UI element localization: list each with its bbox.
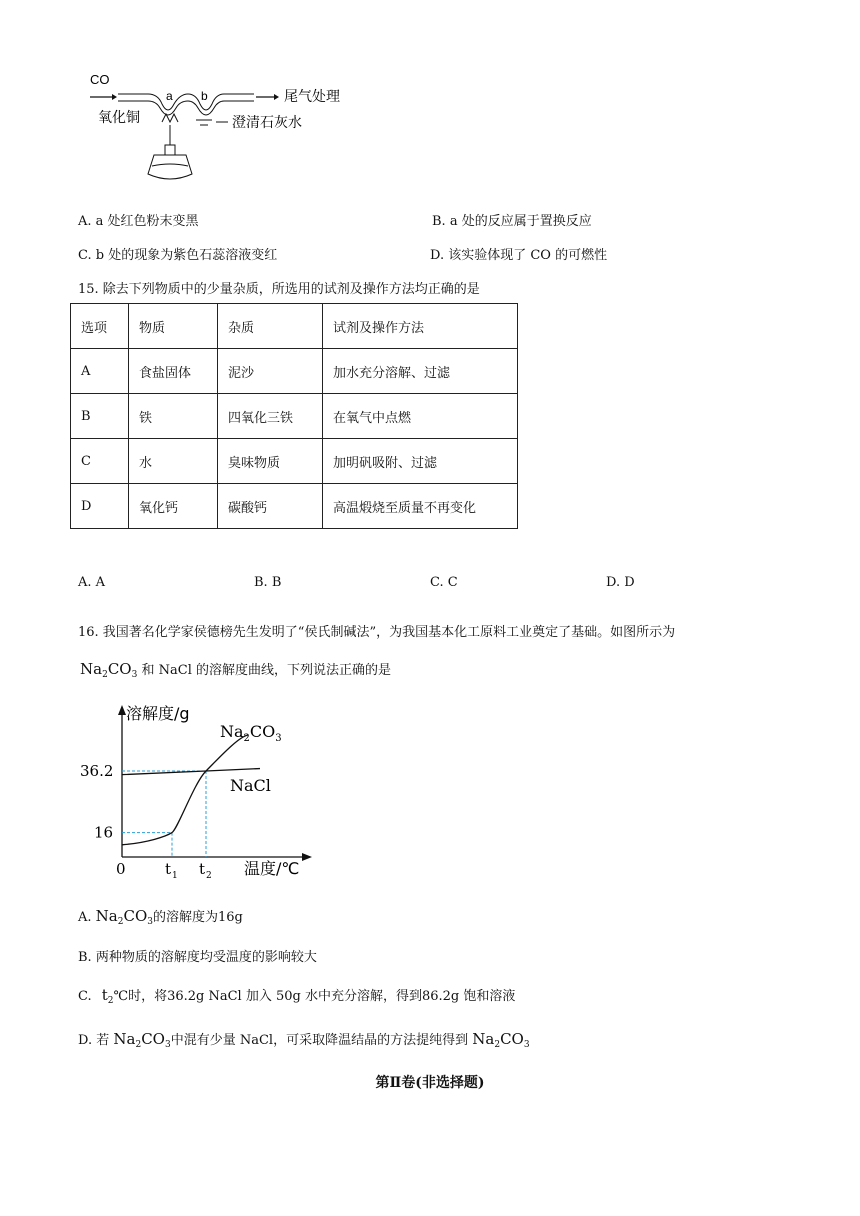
q16-stem-line2 <box>80 659 391 680</box>
q15-option-c[interactable]: C. C <box>430 575 458 590</box>
copper-oxide-label: 氧化铜 <box>98 110 140 126</box>
q16-stem-line1: 16. 我国著名化学家侯德榜先生发明了“侯氏制碱法”，为我国基本化工原料工业奠定了基础。如图所示为 <box>78 625 676 640</box>
table-cell: A <box>71 349 129 394</box>
q15-option-a[interactable]: A. A <box>78 575 106 590</box>
q14-option-c[interactable]: C. b 处的现象为紫色石蕊溶液变红 <box>78 248 278 263</box>
gas-in-label: CO <box>90 72 110 87</box>
option-prefix: C. <box>78 989 92 1004</box>
table-row <box>71 484 518 529</box>
table-header-cell: 物质 <box>129 304 218 349</box>
table-cell: 水 <box>129 439 218 484</box>
x-tick-label: t <box>165 860 172 878</box>
label-a: a <box>166 89 173 103</box>
nacl-series-label: NaCl <box>230 775 271 795</box>
q15-option-d[interactable]: D. D <box>606 575 635 590</box>
table-cell: 氧化钙 <box>129 484 218 529</box>
section-title: 第Ⅱ卷(非选择题) <box>375 1075 485 1091</box>
table-cell: 臭味物质 <box>218 439 323 484</box>
table-cell: 四氧化三铁 <box>218 394 323 439</box>
table-row <box>71 439 518 484</box>
stem-tail: 的溶解度曲线，下列说法正确的是 <box>196 663 392 678</box>
table-cell: 碳酸钙 <box>218 484 323 529</box>
q14-option-b[interactable]: B. a 处的反应属于置换反应 <box>432 214 592 229</box>
table-row <box>71 349 518 394</box>
option-prefix: D. 若 <box>78 1033 110 1048</box>
na2co3-formula: $Na_2CO_3$ <box>80 660 138 680</box>
label-b: b <box>201 89 208 103</box>
table-row <box>71 394 518 439</box>
na2co3-formula: $Na_2CO_3$ <box>113 1030 171 1050</box>
origin-label: 0 <box>116 860 126 878</box>
q14-option-a[interactable]: A. a 处红色粉末变黑 <box>78 214 199 229</box>
option-text: 的溶解度为16g <box>153 910 243 925</box>
na2co3-formula: $Na_2CO_3$ <box>472 1030 530 1050</box>
y-tick-label: 36.2 <box>80 761 114 780</box>
x-axis-label: 温度/℃ <box>244 859 300 878</box>
table-cell: 铁 <box>129 394 218 439</box>
na2co3-formula: $Na_2CO_3$ <box>95 907 153 927</box>
table-cell: 高温煅烧至质量不再变化 <box>323 484 518 529</box>
table-header-cell: 杂质 <box>218 304 323 349</box>
nacl-formula: NaCl <box>158 663 192 678</box>
y-tick-label: 16 <box>94 823 114 842</box>
solubility-chart <box>80 695 330 890</box>
q16-option-b[interactable]: B. 两种物质的溶解度均受温度的影响较大 <box>78 950 317 965</box>
apparatus-svg <box>88 70 378 190</box>
option-tail: ，可采取降温结晶的方法提纯得到 <box>273 1033 469 1048</box>
q16-option-d[interactable] <box>78 1029 530 1050</box>
table-cell: D <box>71 484 129 529</box>
chart-svg <box>80 695 330 890</box>
table-cell: 食盐固体 <box>129 349 218 394</box>
na2co3-series-label: $Na_2CO_3$ <box>220 722 282 744</box>
q14-option-d[interactable]: D. 该实验体现了 CO 的可燃性 <box>430 248 608 263</box>
nacl-curve <box>122 769 260 775</box>
q16-option-a[interactable] <box>78 906 243 927</box>
y-axis-label: 溶解度/g <box>126 704 190 723</box>
table-cell: 加水充分溶解、过滤 <box>323 349 518 394</box>
option-mid: 中混有少量 <box>170 1033 236 1048</box>
table-cell: 在氧气中点燃 <box>323 394 518 439</box>
option-text: ℃时，将36.2g NaCl 加入 50g 水中充分溶解，得到86.2g 饱和溶液 <box>113 989 516 1004</box>
table-cell: C <box>71 439 129 484</box>
t2-symbol: $t_2$ <box>101 986 114 1006</box>
table-cell: 泥沙 <box>218 349 323 394</box>
q15-stem: 15. 除去下列物质中的少量杂质，所选用的试剂及操作方法均正确的是 <box>78 282 480 297</box>
x-tick-label: t <box>199 860 206 878</box>
q15-table <box>70 303 518 529</box>
table-cell: 加明矾吸附、过滤 <box>323 439 518 484</box>
x-tick-subscript: 2 <box>206 871 212 881</box>
apparatus-figure <box>88 70 378 190</box>
x-tick-subscript: 1 <box>172 871 178 881</box>
q15-option-b[interactable]: B. B <box>254 575 282 590</box>
table-cell: B <box>71 394 129 439</box>
and-text: 和 <box>141 663 155 678</box>
y-axis-arrow <box>118 705 126 715</box>
q16-option-c[interactable] <box>78 985 515 1006</box>
table-header-cell: 试剂及操作方法 <box>323 304 518 349</box>
limewater-label: 澄清石灰水 <box>232 115 302 131</box>
table-header-row <box>71 304 518 349</box>
nacl-formula: NaCl <box>239 1033 274 1048</box>
option-prefix: A. <box>78 910 92 925</box>
x-axis-arrow <box>302 853 312 861</box>
exhaust-label: 尾气处理 <box>284 89 340 105</box>
table-header-cell: 选项 <box>71 304 129 349</box>
